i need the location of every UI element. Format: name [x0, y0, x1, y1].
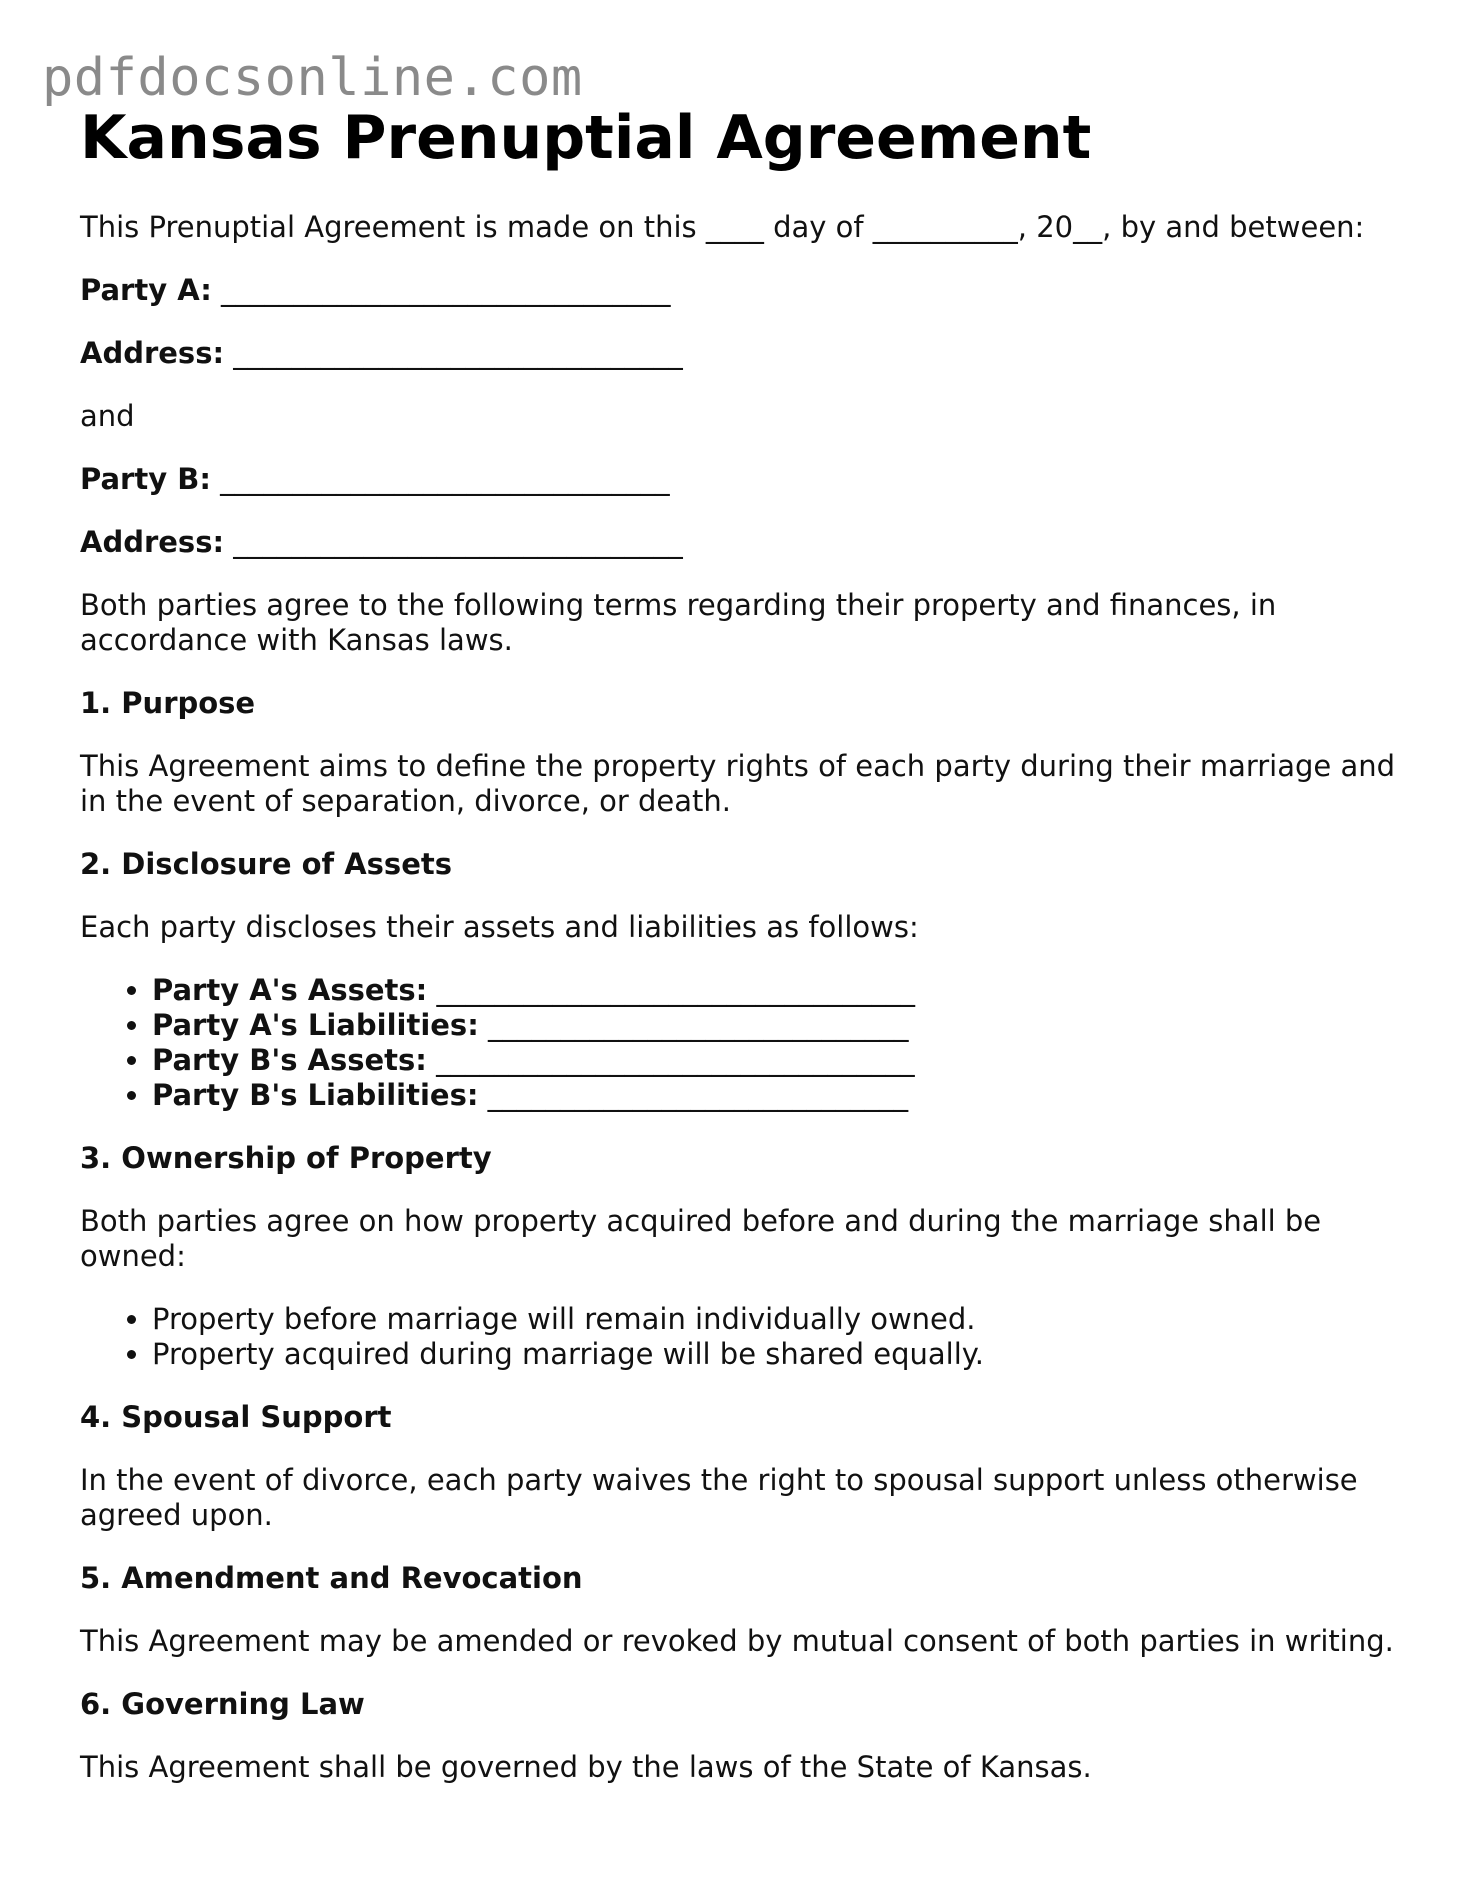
address-a-field: [80, 336, 1400, 371]
list-item: [152, 1008, 1400, 1043]
list-item: • Property acquired during marriage will be shared equally.: [152, 1337, 1400, 1372]
section-text-law: This Agreement shall be governed by the laws of the State of Kansas.: [80, 1750, 1092, 1784]
disclosure-label: Party A's Liabilities:: [152, 1008, 479, 1042]
section-heading-amendment: 5. Amendment and Revocation: [80, 1561, 583, 1595]
disclosure-blank: _____________________________: [487, 1078, 909, 1112]
address-a-blank: _______________________________: [233, 336, 683, 370]
party-b-field: [80, 462, 1400, 497]
list-item: [152, 973, 1400, 1008]
address-b-field: [80, 525, 1400, 560]
party-b-label: Party B:: [80, 462, 211, 496]
list-item: [152, 1078, 1400, 1113]
section-heading-ownership: 3. Ownership of Property: [80, 1141, 492, 1175]
section-heading-law: 6. Governing Law: [80, 1687, 365, 1721]
address-a-label: Address:: [80, 336, 225, 370]
document-body: [80, 100, 1400, 1785]
disclosure-blank: _________________________________: [436, 1043, 915, 1077]
disclosure-label: Party B's Liabilities:: [152, 1078, 479, 1112]
section-text-ownership: Both parties agree on how property acquired before and during the marriage shall be owned:: [80, 1204, 1322, 1273]
disclosure-blank: _________________________________: [436, 973, 915, 1007]
disclosure-label: Party B's Assets:: [152, 1043, 427, 1077]
and-text: and: [80, 399, 135, 433]
section-text-disclosure: Each party discloses their assets and liabilities as follows:: [80, 910, 919, 944]
list-item: [152, 1043, 1400, 1078]
party-b-blank: _______________________________: [220, 462, 670, 496]
disclosure-blank: _____________________________: [488, 1008, 909, 1042]
address-b-blank: _______________________________: [233, 525, 683, 559]
address-b-label: Address:: [80, 525, 225, 559]
intro-text: This Prenuptial Agreement is made on this ____ day of __________, 20__, by and between:: [80, 210, 1365, 244]
ownership-list: [80, 1302, 1400, 1372]
list-item: • Property before marriage will remain individually owned.: [152, 1302, 1400, 1337]
section-text-purpose: This Agreement aims to define the property rights of each party during their marriage and in the event of separation, divorce, or death.: [80, 749, 1396, 818]
section-heading-support: 4. Spousal Support: [80, 1400, 392, 1434]
party-a-field: [80, 273, 1400, 308]
section-heading-disclosure: 2. Disclosure of Assets: [80, 847, 452, 881]
agreement-text: Both parties agree to the following terms regarding their property and finances, in accordance with Kansas laws.: [80, 588, 1277, 657]
document-title: Kansas Prenuptial Agreement: [80, 103, 1092, 173]
disclosure-list: [80, 973, 1400, 1113]
party-a-blank: _______________________________: [221, 273, 671, 307]
section-text-amendment: This Agreement may be amended or revoked by mutual consent of both parties in writing.: [80, 1624, 1394, 1658]
section-heading-purpose: 1. Purpose: [80, 686, 256, 720]
section-text-support: In the event of divorce, each party waives the right to spousal support unless otherwise agreed upon.: [80, 1463, 1358, 1532]
disclosure-label: Party A's Assets:: [152, 973, 428, 1007]
watermark: pdfdocsonline.com: [42, 48, 583, 108]
party-a-label: Party A:: [80, 273, 212, 307]
